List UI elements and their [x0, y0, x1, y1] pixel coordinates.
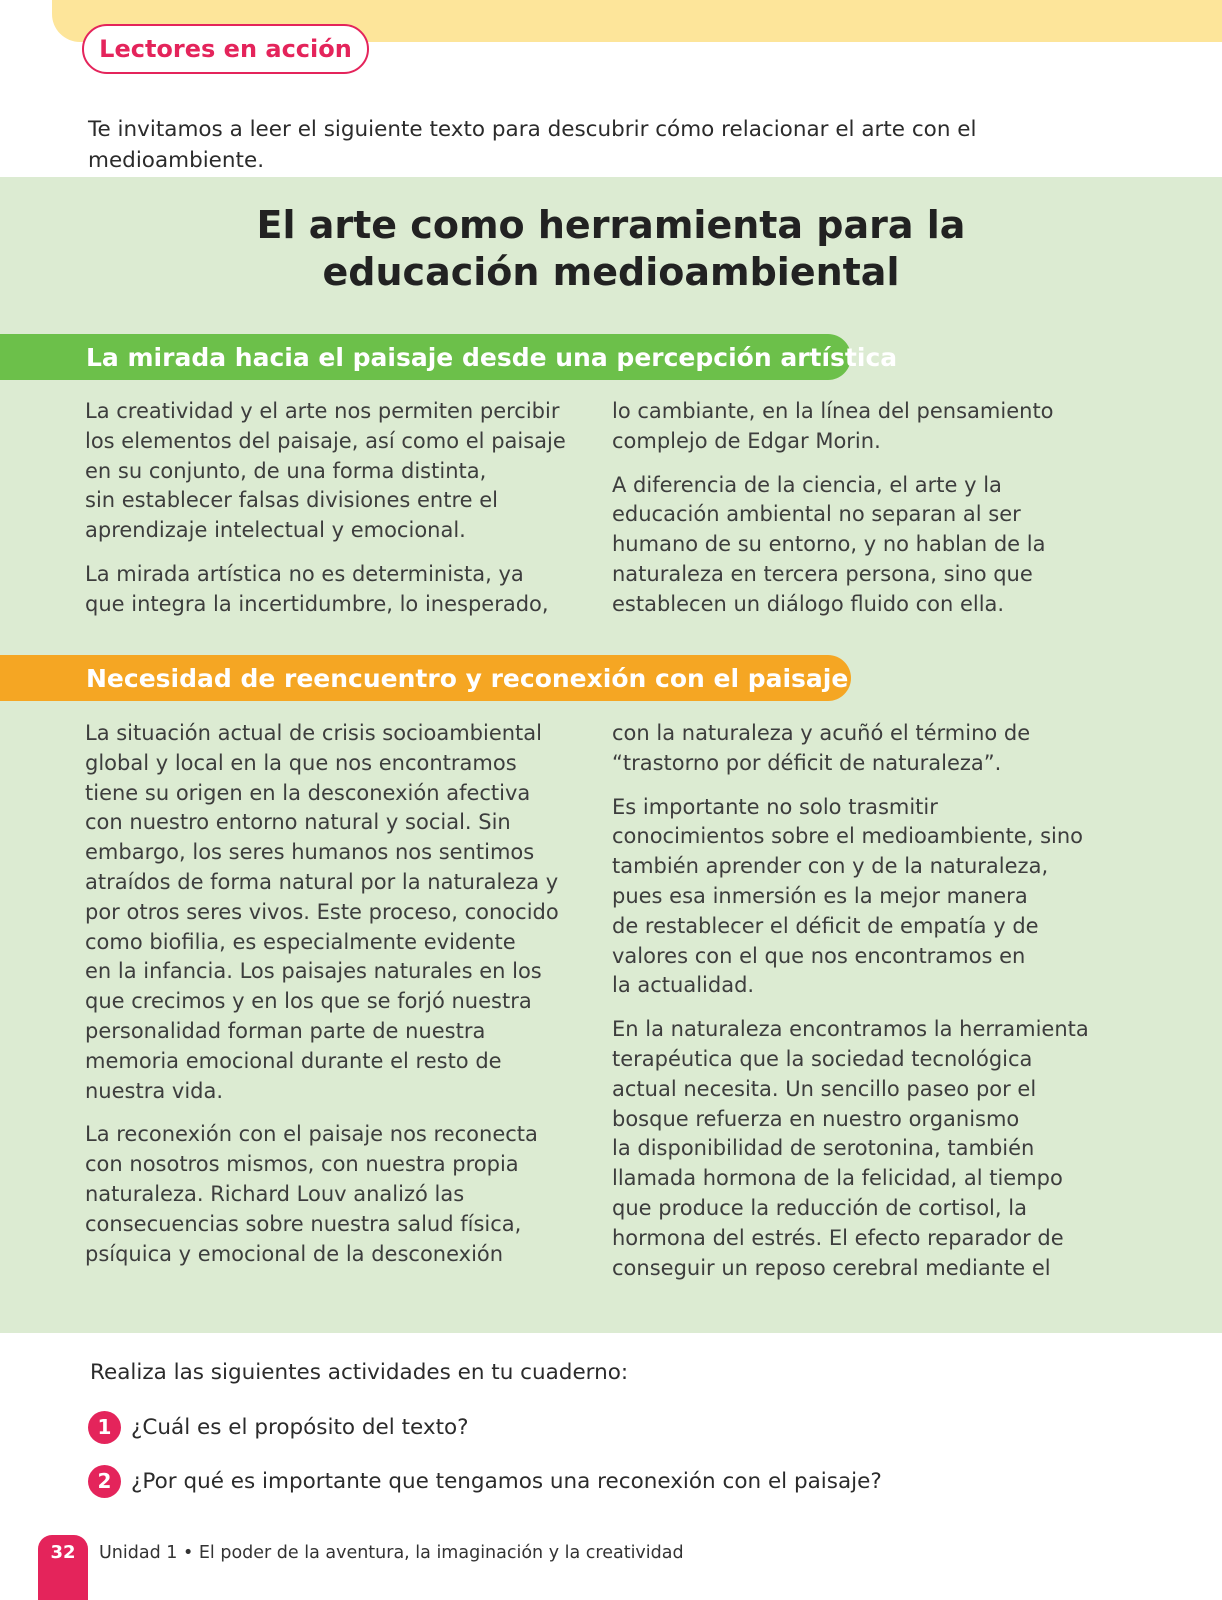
page-number: 32 — [50, 1542, 76, 1563]
paragraph: La mirada artística no es determinista, ya que integra la incertidumbre, lo inesperado, — [85, 561, 549, 616]
paragraph: lo cambiante, en la línea del pensamiento complejo de Edgar Morin. — [612, 399, 1054, 453]
paragraph: Es importante no solo trasmitir conocimientos sobre el medioambiente, sino también aprender con y de la naturaleza, pues esa inmersión es la mejor manera de restablecer el déficit de empatía y de valores con el que nos encontramos en la actualidad. — [612, 794, 1084, 998]
section-label: Lectores en acción — [82, 24, 369, 74]
activity-item — [88, 1410, 469, 1444]
section2-left-column — [85, 719, 585, 1269]
activity-item — [88, 1464, 882, 1498]
footer-unit-title: Unidad 1 • El poder de la aventura, la imaginación y la creatividad — [99, 1543, 684, 1563]
paragraph: En la naturaleza encontramos la herramienta terapéutica que la sociedad tecnológica actual necesita. Un sencillo paseo por el bosque refuerza en nuestro organismo la disponibilidad de serotonina, también llamada hormona de la felicidad, al tiempo que produce la reducción de cortisol, la hormona del estrés. El efecto reparador de conseguir un reposo cerebral mediante el — [612, 1017, 1089, 1280]
reading-title: El arte como herramienta para la educación medioambiental — [256, 203, 966, 294]
section1-left-column — [85, 397, 585, 620]
paragraph: La reconexión con el paisaje nos reconecta con nosotros mismos, con nuestra propia naturaleza. Richard Louv analizó las consecuencias sobre nuestra salud física, psíquica y emocional de la desconexión — [85, 1122, 538, 1266]
paragraph: La situación actual de crisis socioambiental global y local en la que nos encontramos tiene su origen en la desconexión afectiva con nuestro entorno natural y social. Sin embargo, los seres humanos nos sentimos atraídos de forma natural por la naturaleza y por otros seres vivos. Este proceso, conocido como biofilia, es especialmente evidente en la infancia. Los paisajes naturales en los que crecimos y en los que se forjó nuestra personalidad forman parte de nuestra memoria emocional durante el resto de nuestra vida. — [85, 721, 559, 1103]
section-heading-perception: La mirada hacia el paisaje desde una percepción artística — [0, 334, 851, 380]
section2-right-column — [612, 719, 1132, 1283]
activities-instruction: Realiza las siguientes actividades en tu cuaderno: — [90, 1360, 629, 1385]
activity-question: ¿Por qué es importante que tengamos una reconexión con el paisaje? — [131, 1468, 882, 1494]
paragraph: con la naturaleza y acuñó el término de “trastorno por déficit de naturaleza”. — [612, 721, 1031, 775]
paragraph: A diferencia de la ciencia, el arte y la educación ambiental no separan al ser humano de su entorno, y no hablan de la naturaleza en tercera persona, sino que establecen un diálogo fluido con ella. — [612, 472, 1046, 616]
number-badge: 1 — [88, 1411, 121, 1444]
section-heading-reconnection: Necesidad de reencuentro y reconexión con el paisaje — [0, 655, 851, 701]
paragraph: La creatividad y el arte nos permiten percibir los elementos del paisaje, así como el paisaje en su conjunto, de una forma distinta, sin establecer falsas divisiones entre el aprendizaje intelectual y emocional. — [85, 399, 566, 543]
intro-text: Te invitamos a leer el siguiente texto para descubrir cómo relacionar el arte con el medioambiente. — [88, 117, 977, 173]
number-badge: 2 — [88, 1465, 121, 1498]
section1-right-column — [612, 397, 1132, 620]
activity-question: ¿Cuál es el propósito del texto? — [131, 1414, 469, 1440]
